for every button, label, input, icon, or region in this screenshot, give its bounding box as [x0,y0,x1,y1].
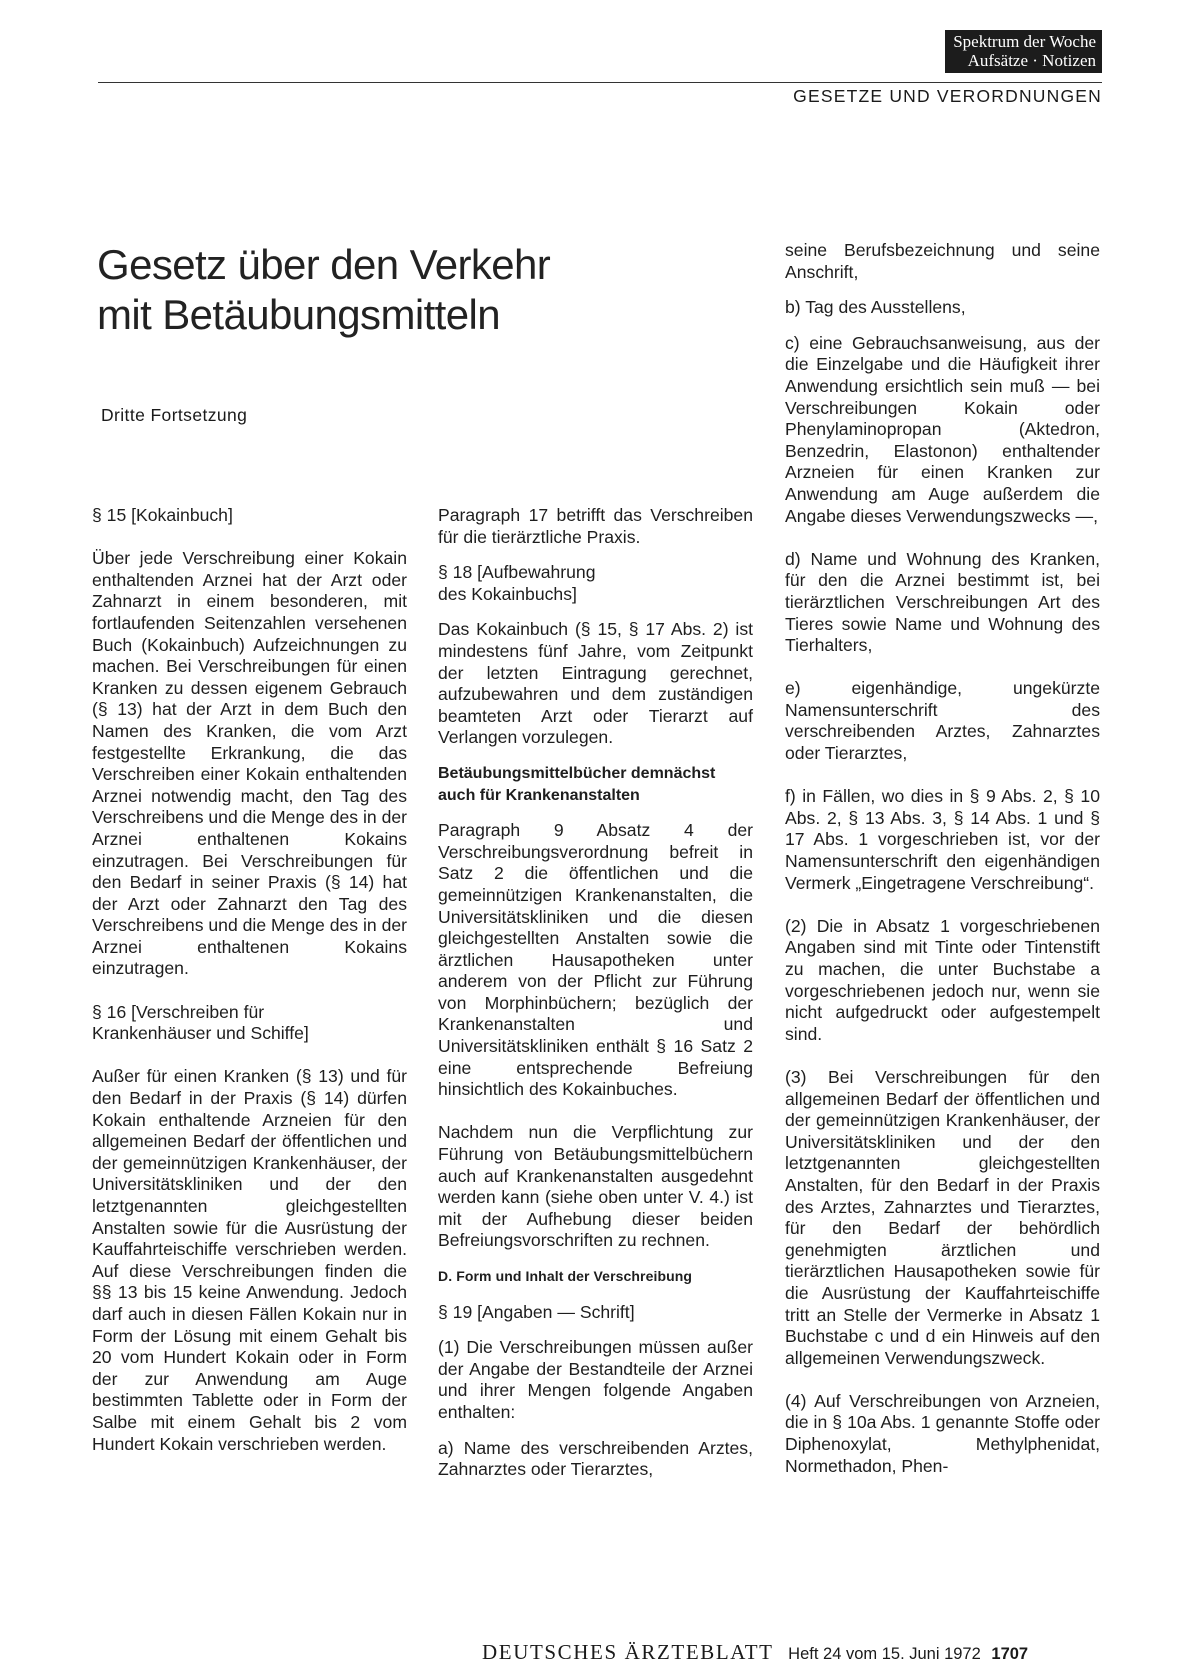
text-para-15: Über jede Verschreibung einer Kokain enthaltenden Arznei hat der Arzt oder Zahnarzt in einem besonderen, mit fortlaufenden Seitenzahlen versehenen Buch (Kokainbuch) Aufzeichnungen zu machen. Bei Verschreibungen für einen Kranken zu dessen eigenem Gebrauch (§ 13) hat der Arzt in dem Buch den Namen des Kranken, die vom Arzt festgestellte Erkrankung, die das Verschreiben einer Kokain enthaltenden Arznei notwendig macht, den Tag des Verschreibens und die Menge des in der Arznei enthaltenen Kokains einzutragen. Bei Verschreibungen für den Bedarf in seiner Praxis (§ 14) hat der Arzt oder Zahnarzt den Tag des Verschreibens und die Menge des in der Arznei enthaltenen Kokains einzutragen. [92,548,407,979]
text-item-f: f) in Fällen, wo dies in § 9 Abs. 2, § 10 Abs. 2, § 13 Abs. 3, § 14 Abs. 1 und § 17 Abs. 1 vorgeschrieben ist, vor der Namensunterschrift den eigenhändigen Vermerk „Eingetragene Verschreibung“. [785,786,1100,893]
text-nachdem: Nachdem nun die Verpflichtung zur Führung von Betäubungsmittelbüchern auch auf Krankenanstalten ausgedehnt werden kann (siehe oben unter V. 4.) ist mit der Aufhebung dieser beiden Befreiungsvorschriften zu rechnen. [438,1122,753,1251]
heading-para-19: § 19 [Angaben — Schrift] [438,1301,635,1322]
column-1 [92,505,407,1455]
badge-line-1: Spektrum der Woche [953,32,1096,51]
magazine-name: DEUTSCHES ÄRZTEBLATT [482,1640,774,1664]
column-3 [785,240,1100,1477]
badge-line-2: Aufsätze · Notizen [967,51,1096,70]
heading-para-16 [92,1002,407,1045]
text-item-c: c) eine Gebrauchsanweisung, aus der die Einzelgabe und die Häufigkeit ihrer Anwendung ersichtlich sein muß — bei Verschreibungen Kokain oder Phenylaminopropan (Aktedron, Benzedrin, Elastonon) enthaltender Arzneien für einen Kranken zur Anwendung am Auge außerdem die Angabe dieses Verwendungszwecks —, [785,332,1100,526]
heading-para-18-line-1: § 18 [Aufbewahrung [438,562,596,583]
text-item-d: d) Name und Wohnung des Kranken, für den die Arznei bestimmt ist, bei tierärztlichen Verschreibungen Art des Tieres sowie Name und Wohnung des Tierhalters, [785,548,1100,656]
subheading-betaeubungsmittelbuecher [438,763,753,806]
text-item-b: b) Tag des Ausstellens, [785,297,966,318]
text-continuation: seine Berufsbezeichnung und seine Anschrift, [785,240,1100,282]
heading-para-18-line-2: des Kokainbuchs] [438,583,577,604]
header-rule [98,82,1102,83]
title-line-2: mit Betäubungsmitteln [97,291,500,338]
text-item-e: e) eigenhändige, ungekürzte Namensunterschrift des verschreibenden Arztes, Zahnarztes oder Tierarztes, [785,678,1100,764]
text-paragraph-9: Paragraph 9 Absatz 4 der Verschreibungsverordnung befreit in Satz 2 die öffentlichen und die gemeinnützigen Krankenanstalten, die Universitätskliniken und die diesen gleichgestellten Anstalten sowie die ärztlichen Hausapotheken unter anderem von der Pflicht zur Führung von Morphinbüchern; bezüglich der Krankenanstalten und Universitätskliniken enthält § 16 Satz 2 eine entsprechende Befreiung hinsichtlich des Kokainbuches. [438,820,753,1100]
title-line-1: Gesetz über den Verkehr [97,241,551,288]
text-para-18: Das Kokainbuch (§ 15, § 17 Abs. 2) ist mindestens fünf Jahre, vom Zeitpunkt der letzten Eintragung gerechnet, aufzubewahren und dem zuständigen beamteten Arzt oder Tierarzt auf Verlangen vorzulegen. [438,619,753,748]
text-absatz-3: (3) Bei Verschreibungen für den allgemeinen Bedarf der öffentlichen und der gemeinnützigen Krankenhäuser, der Universitätskliniken und der den letztgenannten gleichgestellten Anstalten, für den Bedarf in der Praxis des Arztes, Zahnarztes und Tierarztes, für den Bedarf der behördlich genehmigten ärztlichen und tierärztlichen Hausapotheken sowie für die Ausrüstung der Kauffahrteischiffe tritt an Stelle der Vermerke in Absatz 1 Buchstabe c und d ein Hinweis auf den allgemeinen Verwendungszweck. [785,1066,1100,1368]
column-2 [438,505,753,1481]
section-heading-d: D. Form und Inhalt der Verschreibung [438,1268,693,1284]
text-absatz-2: (2) Die in Absatz 1 vorgeschriebenen Angaben sind mit Tinte oder Tintenstift zu machen, die unter Buchstabe a vorgeschriebenen jedoch nur, wenn sie nicht aufgedruckt oder aufgestempelt sind. [785,915,1100,1044]
page-footer [482,1640,1028,1665]
heading-para-16-line-2: Krankenhäuser und Schiffe] [92,1023,309,1044]
section-title: GESETZE UND VERORDNUNGEN [793,86,1102,106]
issue-info: Heft 24 vom 15. Juni 1972 [788,1645,981,1663]
subheading-line-2: auch für Krankenanstalten [438,786,640,804]
heading-para-18 [438,562,753,605]
text-para-17: Paragraph 17 betrifft das Verschreiben für die tierärztliche Praxis. [438,505,753,547]
text-absatz-4: (4) Auf Verschreibungen von Arzneien, die in § 10a Abs. 1 genannte Stoffe oder Diphenoxylat, Methylphenidat, Normethadon, Phen- [785,1390,1100,1476]
heading-para-16-line-1: § 16 [Verschreiben für [92,1001,265,1022]
section-badge [945,30,1102,73]
text-para-19-1: (1) Die Verschreibungen müssen außer der Angabe der Bestandteile der Arznei und ihrer Mengen folgende Angaben enthalten: [438,1337,753,1422]
text-para-16: Außer für einen Kranken (§ 13) und für den Bedarf in der Praxis (§ 14) dürfen Kokain enthaltende Arzneien für den allgemeinen Bedarf der öffentlichen und der gemeinnützigen Krankenhäuser, der Universitätskliniken und der den letztgenannten gleichgestellten Anstalten sowie für die Ausrüstung der Kauffahrteischiffe verschrieben werden. Auf diese Verschreibungen finden die §§ 13 bis 15 keine Anwendung. Jedoch darf auch in diesen Fällen Kokain nur in Form der Lösung mit einem Gehalt bis 20 vom Hundert Kokain oder in Form der zur Anwendung am Auge bestimmten Tablette oder in Form der Salbe mit einem Gehalt bis 2 vom Hundert Kokain verschrieben werden. [92,1066,407,1454]
article-title [97,240,550,340]
article-subtitle: Dritte Fortsetzung [101,405,248,425]
heading-para-15: § 15 [Kokainbuch] [92,505,233,525]
page-number: 1707 [991,1645,1029,1663]
subheading-line-1: Betäubungsmittelbücher demnächst [438,764,716,782]
text-para-19-a: a) Name des verschreibenden Arztes, Zahnarztes oder Tierarztes, [438,1437,753,1480]
